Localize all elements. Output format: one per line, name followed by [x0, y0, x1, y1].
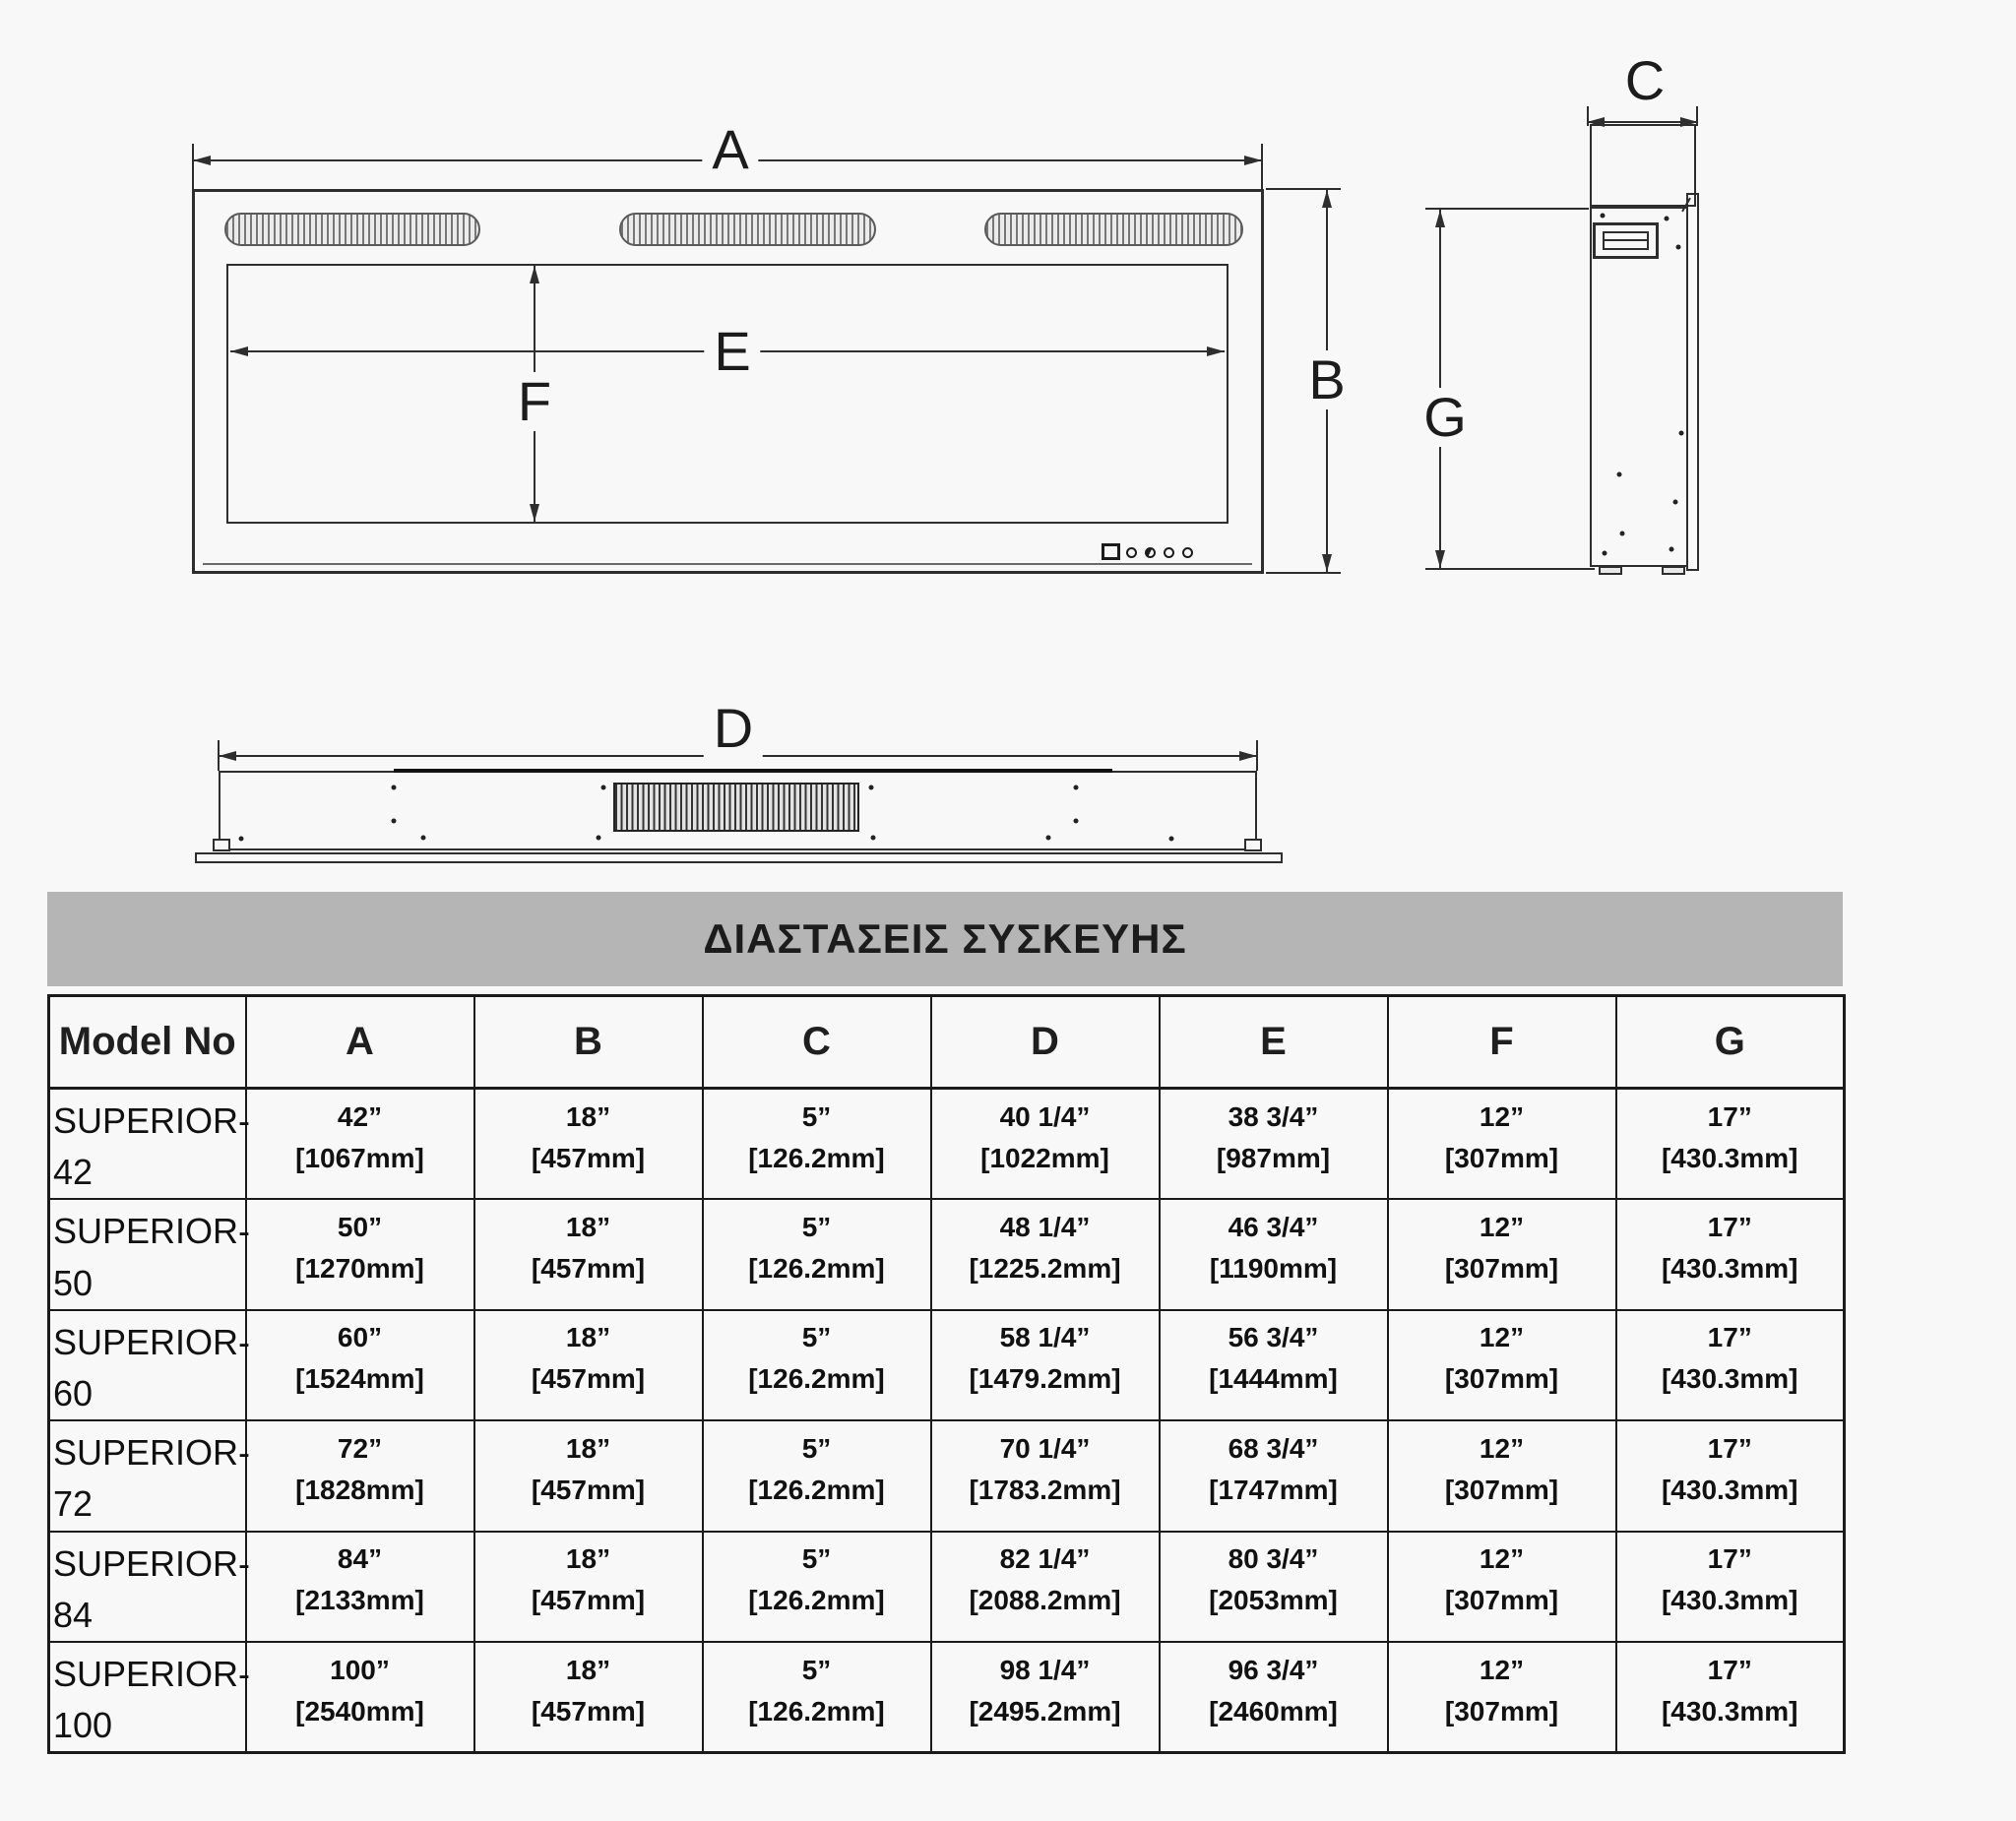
dimension-value-cell: 42” [1067mm]	[246, 1089, 474, 1200]
dim-d-ext-right	[1256, 740, 1258, 771]
dimension-value-cell: 70 1/4” [1783.2mm]	[931, 1420, 1160, 1531]
dimension-value-cell: 100” [2540mm]	[246, 1642, 474, 1753]
dim-g-ext-top	[1425, 208, 1589, 210]
dim-a-ext-left	[192, 144, 194, 189]
dimension-value-cell: 5” [126.2mm]	[703, 1089, 931, 1200]
screw-hole	[601, 785, 606, 790]
dimension-value-cell: 82 1/4” [2088.2mm]	[931, 1532, 1160, 1642]
screw-hole	[1046, 836, 1051, 841]
screw-hole	[1679, 431, 1684, 436]
column-header-e: E	[1160, 996, 1388, 1089]
table-row	[49, 1642, 1845, 1753]
dim-d-arrow-right-icon	[1239, 751, 1257, 761]
screw-hole	[1620, 532, 1625, 536]
side-back-panel	[1686, 193, 1699, 571]
front-vent-right	[984, 213, 1243, 246]
dim-g-arrow-top-icon	[1435, 210, 1445, 227]
column-header-c: C	[703, 996, 931, 1089]
screw-hole	[1601, 214, 1606, 219]
column-header-a: A	[246, 996, 474, 1089]
table-row	[49, 1532, 1845, 1642]
model-cell: SUPERIOR- 42	[49, 1089, 246, 1200]
side-louver-slat	[1605, 239, 1647, 241]
dimension-value-cell: 18” [457mm]	[474, 1310, 703, 1420]
column-header-g: G	[1616, 996, 1845, 1089]
dim-e-arrow-right-icon	[1207, 346, 1225, 356]
table-title-band	[47, 892, 1843, 986]
screw-hole	[1617, 472, 1622, 477]
front-inner-bottom-line	[203, 563, 1252, 565]
dimension-value-cell: 72” [1828mm]	[246, 1420, 474, 1531]
dim-e-arrow-left-icon	[230, 346, 248, 356]
table-row	[49, 1199, 1845, 1309]
model-cell: SUPERIOR- 100	[49, 1642, 246, 1753]
screw-hole	[239, 837, 244, 842]
front-vent-left	[224, 213, 480, 246]
dimension-value-cell: 17” [430.3mm]	[1616, 1310, 1845, 1420]
model-cell: SUPERIOR- 50	[49, 1199, 246, 1309]
dimension-value-cell: 60” [1524mm]	[246, 1310, 474, 1420]
screw-hole	[1603, 551, 1607, 556]
dimension-value-cell: 12” [307mm]	[1388, 1420, 1616, 1531]
dimensions-table	[47, 994, 1846, 1754]
dimension-value-cell: 56 3/4” [1444mm]	[1160, 1310, 1388, 1420]
dim-a-arrow-right-icon	[1244, 156, 1262, 165]
screw-hole	[392, 819, 397, 824]
dim-label-e: E	[704, 322, 760, 381]
dim-a-arrow-left-icon	[193, 156, 211, 165]
dim-label-g: G	[1414, 388, 1477, 447]
dimension-value-cell: 5” [126.2mm]	[703, 1420, 931, 1531]
dimension-value-cell: 58 1/4” [1479.2mm]	[931, 1310, 1160, 1420]
dimension-value-cell: 68 3/4” [1747mm]	[1160, 1420, 1388, 1531]
column-header-d: D	[931, 996, 1160, 1089]
dim-c-ext-right	[1696, 106, 1698, 126]
dim-g-arrow-bottom-icon	[1435, 550, 1445, 568]
dimension-value-cell: 5” [126.2mm]	[703, 1642, 931, 1753]
dimension-value-cell: 12” [307mm]	[1388, 1532, 1616, 1642]
dim-c-ext-left	[1587, 106, 1589, 126]
bottom-corner-foot-left	[213, 839, 230, 851]
side-foot-right	[1662, 566, 1685, 575]
model-cell: SUPERIOR- 72	[49, 1420, 246, 1531]
model-cell: SUPERIOR- 60	[49, 1310, 246, 1420]
dimensions-table-body	[49, 1089, 1845, 1753]
screw-hole	[421, 836, 426, 841]
dim-label-a: A	[702, 120, 758, 179]
dimension-value-cell: 18” [457mm]	[474, 1532, 703, 1642]
screw-hole	[1665, 217, 1670, 221]
dim-b-arrow-bottom-icon	[1322, 554, 1332, 572]
dimension-value-cell: 46 3/4” [1190mm]	[1160, 1199, 1388, 1309]
table-title: ΔΙΑΣΤΑΣΕΙΣ ΣΥΣΚΕΥΗΣ	[703, 915, 1187, 962]
dim-f-arrow-top-icon	[530, 266, 539, 283]
screw-hole	[392, 785, 397, 790]
control-square-icon	[1102, 543, 1120, 560]
dim-label-b: B	[1298, 350, 1354, 409]
front-glass-outline	[226, 264, 1228, 524]
dimension-value-cell: 12” [307mm]	[1388, 1642, 1616, 1753]
dimension-value-cell: 18” [457mm]	[474, 1420, 703, 1531]
dimension-value-cell: 18” [457mm]	[474, 1199, 703, 1309]
table-row	[49, 1420, 1845, 1531]
dim-d-arrow-left-icon	[219, 751, 236, 761]
bottom-top-thick-segment	[394, 769, 1112, 773]
dimension-value-cell: 80 3/4” [2053mm]	[1160, 1532, 1388, 1642]
dimension-value-cell: 17” [430.3mm]	[1616, 1532, 1845, 1642]
dimension-value-cell: 50” [1270mm]	[246, 1199, 474, 1309]
screw-hole	[869, 785, 874, 790]
bottom-vent	[613, 783, 859, 832]
dimension-value-cell: 96 3/4” [2460mm]	[1160, 1642, 1388, 1753]
dim-label-c: C	[1624, 49, 1666, 111]
column-header-model: Model No	[49, 996, 246, 1089]
table-header-row	[49, 996, 1845, 1089]
screw-hole	[597, 836, 601, 841]
dim-g-ext-bottom	[1425, 568, 1595, 570]
control-dot-1-icon	[1126, 547, 1137, 558]
dimension-value-cell: 17” [430.3mm]	[1616, 1642, 1845, 1753]
dimension-value-cell: 17” [430.3mm]	[1616, 1089, 1845, 1200]
dimension-value-cell: 18” [457mm]	[474, 1642, 703, 1753]
dim-a-ext-right	[1261, 144, 1263, 189]
front-vent-center	[619, 213, 876, 246]
column-header-b: B	[474, 996, 703, 1089]
dim-label-f: F	[508, 372, 561, 431]
dimension-value-cell: 98 1/4” [2495.2mm]	[931, 1642, 1160, 1753]
screw-hole	[1676, 245, 1681, 250]
dimension-value-cell: 84” [2133mm]	[246, 1532, 474, 1642]
control-dot-2-icon	[1145, 547, 1156, 558]
screw-hole	[1074, 819, 1079, 824]
dimension-value-cell: 12” [307mm]	[1388, 1089, 1616, 1200]
dim-label-d: D	[704, 699, 763, 758]
dimension-value-cell: 5” [126.2mm]	[703, 1310, 931, 1420]
dimension-value-cell: 12” [307mm]	[1388, 1199, 1616, 1309]
model-cell: SUPERIOR- 84	[49, 1532, 246, 1642]
screw-hole	[1670, 547, 1674, 552]
table-row	[49, 1089, 1845, 1200]
column-header-f: F	[1388, 996, 1616, 1089]
dimension-value-cell: 38 3/4” [987mm]	[1160, 1089, 1388, 1200]
bottom-base-rail	[195, 852, 1283, 863]
side-foot-left	[1599, 566, 1622, 575]
screw-hole	[871, 836, 876, 841]
dim-d-ext-left	[218, 740, 220, 771]
dimension-value-cell: 48 1/4” [1225.2mm]	[931, 1199, 1160, 1309]
dim-b-ext-bottom	[1266, 572, 1341, 574]
dimension-value-cell: 40 1/4” [1022mm]	[931, 1089, 1160, 1200]
dimension-value-cell: 5” [126.2mm]	[703, 1532, 931, 1642]
bottom-corner-foot-right	[1244, 839, 1262, 851]
dim-b-arrow-top-icon	[1322, 190, 1332, 208]
dim-f-arrow-bottom-icon	[530, 504, 539, 522]
side-bezel-outline	[1590, 124, 1696, 207]
side-body-outline	[1590, 207, 1688, 567]
table-row	[49, 1310, 1845, 1420]
control-dot-4-icon	[1182, 547, 1193, 558]
dimension-value-cell: 5” [126.2mm]	[703, 1199, 931, 1309]
dimension-value-cell: 17” [430.3mm]	[1616, 1199, 1845, 1309]
dimension-value-cell: 18” [457mm]	[474, 1089, 703, 1200]
screw-hole	[1074, 785, 1079, 790]
control-dot-3-icon	[1164, 547, 1174, 558]
screw-hole	[1673, 500, 1678, 505]
dimension-value-cell: 17” [430.3mm]	[1616, 1420, 1845, 1531]
screw-hole	[1169, 837, 1174, 842]
dimension-value-cell: 12” [307mm]	[1388, 1310, 1616, 1420]
